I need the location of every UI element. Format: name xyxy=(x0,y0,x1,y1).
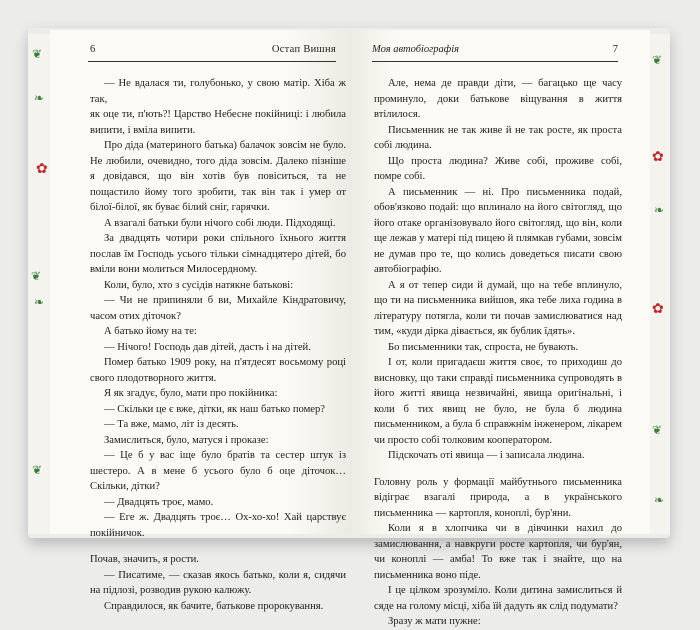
paragraph: Замислиться, було, матуся і проказе: xyxy=(104,434,269,446)
paragraph: Підскочать оті явища — і записала людина. xyxy=(388,450,585,461)
paragraph: А батько йому на те: xyxy=(104,326,197,337)
running-head: Остап Вишня xyxy=(271,44,336,55)
page-number: 6 xyxy=(90,44,96,55)
paragraph: А я от тепер сиди й думай, що на тебе вплинуло, що ти на письменника вийшов, яка тебе лиха година в літературу потягла, коли ти почав замислюватися над тим, «куди дірка дівається, як бублик їдять». xyxy=(374,279,622,337)
paragraph: — Чи не припиняли б ви, Михайле Кіндратовичу, часом отих діточок? xyxy=(90,295,346,322)
header-rule xyxy=(88,61,336,62)
paragraph: Бо письменники так, спроста, не бувають. xyxy=(388,341,579,353)
ornament-leaf-icon: ❦ xyxy=(31,269,42,283)
paragraph: Коли, було, хто з сусідів натякне батькові: xyxy=(104,279,294,291)
paragraph: Що проста людина? Живе собі, проживе собі, помре собі. xyxy=(374,155,622,182)
paragraph: Справдилося, як бачите, батькове пророкування. xyxy=(104,600,324,612)
ornament-leaf-icon: ❦ xyxy=(652,423,663,437)
paragraph: Але, нема де правди діти, — багацько ще часу проминуло, доки батькове віщування в життя втілилося. xyxy=(374,78,622,120)
ornament-leaf-icon: ❧ xyxy=(34,91,45,105)
paragraph: А письменник — ні. Про письменника подай, обов'язково подай: що вплинало на його світогляд, що його отаке організовувало його світогляд, що він, коли ще лежав у матері під пицею й плямкав губами, зовсім не думав про те, що колись доведеться писати свою автобіографію. xyxy=(374,186,622,275)
ornament-flower-icon: ✿ xyxy=(652,150,664,165)
ornament-leaf-icon: ❧ xyxy=(34,295,45,309)
left-page xyxy=(50,30,351,612)
right-page-header xyxy=(350,44,650,60)
ornament-flower-icon: ✿ xyxy=(36,162,48,177)
ornament-leaf-icon: ❦ xyxy=(32,47,43,61)
left-page-header xyxy=(50,44,350,60)
paragraph: — Та вже, мамо, літ із десять. xyxy=(104,419,239,430)
ornament-leaf-icon: ❧ xyxy=(654,493,665,507)
paragraph: Коли я в хлопчика чи в дівчинки нахил до замислювання, а навкруги росте картопля, чи бур'ян, чи коноплі — амба! То вже так і знайте, що на письменника воно піде. xyxy=(374,523,622,581)
paragraph: Головну роль у формації майбутнього письменника відіграє взагалі природа, а в українського письменника — картопля, коноплі, бур'яни. xyxy=(374,476,622,519)
paragraph: І це цілком зрозуміло. Коли дитина замислиться й сяде на голому місці, хіба їй дадуть як слід подумати? xyxy=(374,585,622,612)
left-page-body xyxy=(90,76,346,614)
ornament-flower-icon: ✿ xyxy=(652,302,664,317)
paragraph: — Двадцять троє, мамо. xyxy=(104,496,214,508)
paragraph: І от, коли пригадаєш життя своє, то приходиш до висновку, що таки справді письменника супроводять в його житті явища незвичайні, явища оригінальні, і коли б тих явищ не було, не була б людина письменником, а була б справжнім інженером, лікарем чи просто собі толковим кооператором. xyxy=(374,357,622,446)
paragraph: А взагалі батьки були нічого собі люди. Підходящі. xyxy=(104,217,336,229)
ornament-leaf-icon: ❦ xyxy=(652,53,663,67)
paragraph: Про діда (материного батька) балачок зовсім не було. Не любили, очевидно, того діда зовсім. Далеко пізніше я довідався, що він хотів був повіситься, та не пощастило йому того зробити, так він так і умер от білої-білої, як буває білий сніг, гарячки. xyxy=(90,140,346,213)
section-gap xyxy=(90,541,346,552)
paragraph: Зразу ж мати пужне: xyxy=(388,616,481,627)
paragraph: — Нічого! Господь дав дітей, дасть і на дітей. xyxy=(104,341,311,353)
right-page xyxy=(350,30,650,627)
paragraph: За двадцять чотири роки спільного їхнього життя послав їм Господь усього тільки сімнадцятеро дітей, бо вміли вони молиться Милосердному. xyxy=(90,233,346,275)
paragraph: Я як згадує, було, мати про покійника: xyxy=(104,388,278,399)
paragraph: як оце ти, п'ють?! Царство Небесне покійниці: і любила випити, і вміла випити. xyxy=(90,109,346,136)
ornament-leaf-icon: ❦ xyxy=(32,463,43,477)
section-gap xyxy=(374,464,622,475)
paragraph: — Еге ж. Двадцять троє… Ох-хо-хо! Хай царствує покійничок. xyxy=(90,512,346,539)
paragraph: Почав, значить, я рости. xyxy=(90,554,199,565)
paragraph: — Скільки це є вже, дітки, як наш батько помер? xyxy=(104,403,325,415)
right-page-body xyxy=(374,76,622,630)
paragraph: Письменник не так живе й не так росте, як проста собі людина. xyxy=(374,124,622,151)
page-number: 7 xyxy=(612,44,618,55)
header-rule xyxy=(372,61,618,62)
ornament-leaf-icon: ❧ xyxy=(654,203,665,217)
paragraph: Помер батько 1909 року, на п'ятдесят восьмому році свого плодотворного життя. xyxy=(90,357,346,384)
paragraph: — Не вдалася ти, голубонько, у свою матір. Хіба ж так, xyxy=(90,78,346,105)
paragraph: — Це б у вас іще було братів та сестер штук із шестеро. А в мене б усього було б оце діточок… Скільки, дітки? xyxy=(90,450,346,492)
running-head: Моя автобіографія xyxy=(372,44,460,55)
paragraph: — Писатиме, — сказав якось батько, коли я, сидячи на підлозі, розводив рукою калюжу. xyxy=(90,569,346,596)
